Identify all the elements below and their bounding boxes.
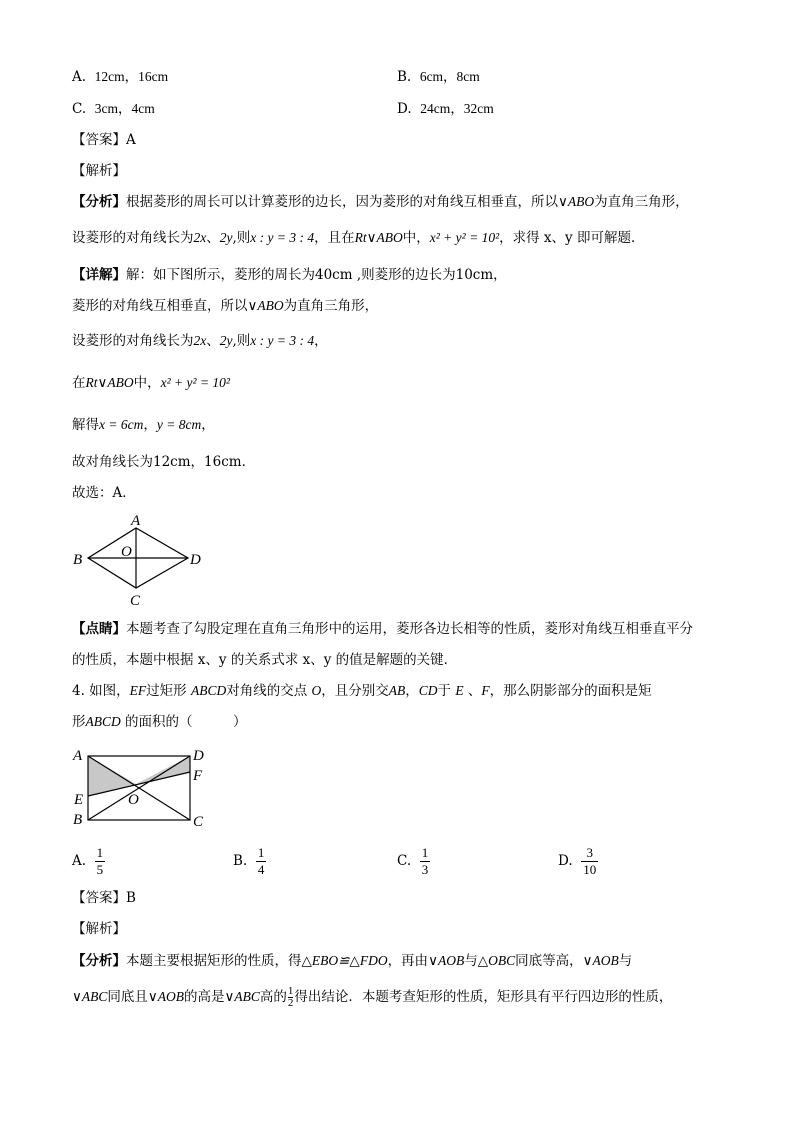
q3-fenxi-line2: 设菱形的对角线长为2x、2y,则x : y = 3 : 4，且在Rt∨ABO中，x² + y² = 10²，求得 x、y 即可解题．: [72, 230, 645, 246]
q4-option-c: C. $\frac{1}{3}$: [397, 845, 429, 877]
q3-option-b: B. 6cm，8cm: [397, 69, 480, 85]
q3-detail-line2: 菱形的对角线互相垂直，所以∨ABO为直角三角形，: [72, 298, 379, 314]
q4-analysis-heading: 【解析】: [72, 921, 126, 937]
q3-option-a: A. 12cm，16cm: [72, 69, 169, 85]
q3-detail-line5: 解得x = 6cm，y = 8cm，: [72, 417, 215, 433]
rhombus-figure: [70, 510, 210, 610]
q3-comment-line2: 的性质，本题中根据 x、y 的关系式求 x、y 的值是解题的关键．: [72, 652, 458, 668]
q3-fenxi-line1: 【分析】根据菱形的周长可以计算菱形的边长，因为菱形的对角线互相垂直，所以∨ABO为直角三角形，: [72, 194, 689, 210]
q4-stem-line1: 4. 如图，EF过矩形 ABCD对角线的交点 O，且分别交AB，CD于 E 、F，那么阴影部分的面积是矩: [72, 683, 652, 699]
q3-analysis-heading: 【解析】: [72, 163, 126, 179]
q4-answer: 【答案】B: [72, 890, 136, 906]
q3-detail-line6: 故对角线长为12cm，16cm．: [72, 454, 256, 470]
rhombus-label-d: D: [190, 552, 201, 568]
rect-label-a: A: [73, 748, 83, 764]
one-half-fraction: $\frac{1}{2}$: [287, 985, 294, 1009]
rhombus-label-o: O: [121, 544, 132, 560]
q3-detail-line1: 【详解】解：如下图所示，菱形的周长为40cm ,则菱形的边长为10cm，: [72, 267, 507, 283]
q4-option-b: B. $\frac{1}{4}$: [233, 845, 265, 877]
q3-answer: 【答案】A: [72, 132, 136, 148]
q4-option-d: D. $\frac{3}{10}$: [558, 845, 597, 877]
q4-fenxi-line2: ∨ABC同底且∨AOB的高是∨ABC高的 $\frac{1}{2}$ 得出结论．本题考查矩形的性质，矩形具有平行四边形的性质，: [72, 985, 673, 1009]
q3-option-d: D. 24cm，32cm: [397, 101, 494, 117]
q3-comment-line1: 【点睛】本题考查了勾股定理在直角三角形中的运用，菱形各边长相等的性质，菱形对角线互相垂直平分: [72, 621, 693, 637]
rhombus-label-b: B: [73, 552, 83, 568]
rect-label-c: C: [193, 814, 204, 830]
q3-option-c: C. 3cm，4cm: [72, 101, 155, 117]
q3-detail-line7: 故选：A．: [72, 485, 136, 501]
rect-label-b: B: [73, 812, 83, 828]
q4-stem-line2: 形ABCD 的面积的（ ）: [72, 714, 247, 730]
rect-label-o: O: [128, 792, 139, 808]
rhombus-label-c: C: [130, 593, 141, 609]
shaded-triangle-dfo: [136, 756, 190, 784]
rect-label-e: E: [74, 792, 84, 808]
q3-detail-line3: 设菱形的对角线长为2x、2y,则x : y = 3 : 4，: [72, 333, 328, 349]
rect-label-d: D: [193, 748, 204, 764]
q4-fenxi-line1: 【分析】本题主要根据矩形的性质，得△EBO≌△FDO，再由∨AOB与△OBC同底等高，∨AOB与: [72, 953, 633, 969]
rhombus-label-a: A: [131, 513, 141, 529]
rectangle-figure: [70, 742, 220, 834]
rect-label-f: F: [193, 768, 203, 784]
q3-detail-line4: 在Rt∨ABO中，x² + y² = 10²: [72, 375, 230, 391]
q4-option-a: A. $\frac{1}{5}$: [72, 845, 104, 877]
